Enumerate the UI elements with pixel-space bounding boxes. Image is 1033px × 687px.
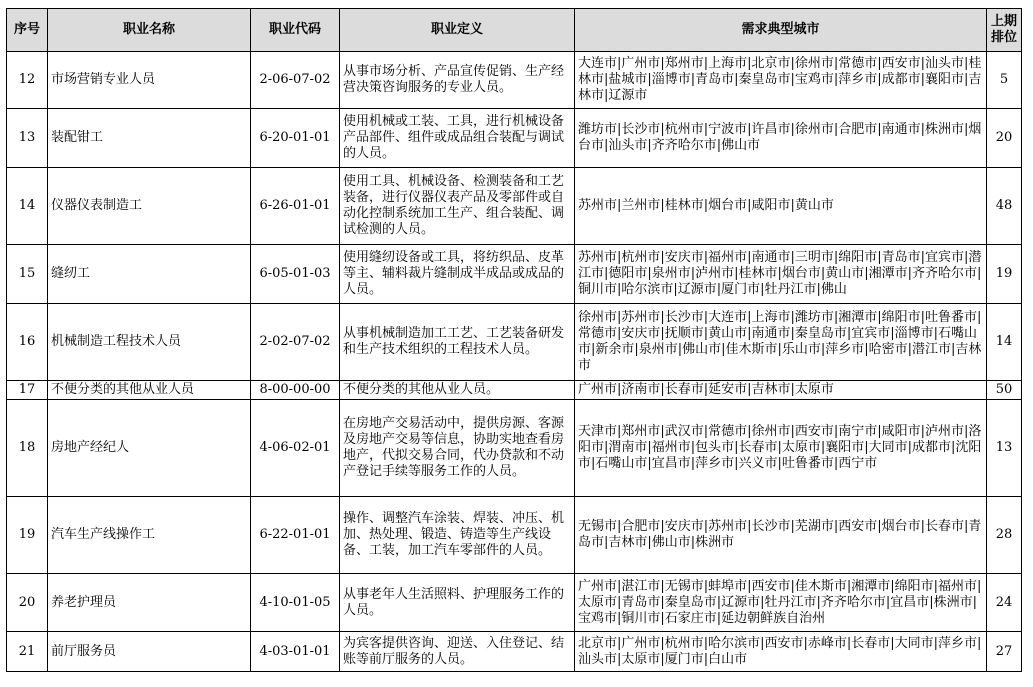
definition-cell: 操作、调整汽车涂装、焊装、冲压、机加、热处理、锻造、铸造等生产线设备、工装，加工汽车零部件的人员。: [340, 497, 575, 574]
definition-cell: 在房地产交易活动中，提供房源、客源及房地产交易等信息，协助实地查看房地产，代拟交易合同，代办贷款和不动产登记手续等服务工作的人员。: [340, 400, 575, 497]
header-name: 职业名称: [48, 9, 251, 52]
occupation-code-cell: 8-00-00-00: [251, 381, 340, 400]
header-seq: 序号: [7, 9, 48, 52]
seq-cell: 14: [7, 168, 48, 245]
occupation-code-cell: 6-22-01-01: [251, 497, 340, 574]
seq-cell: 16: [7, 304, 48, 381]
occupation-code-cell: 2-02-07-02: [251, 304, 340, 381]
occupation-code-cell: 2-06-07-02: [251, 52, 340, 109]
rank-cell: 24: [987, 574, 1022, 632]
rank-cell: 50: [987, 381, 1022, 400]
occupation-name-cell: 房地产经纪人: [48, 400, 251, 497]
seq-cell: 19: [7, 497, 48, 574]
cities-cell: 徐州市|苏州市|长沙市|大连市|上海市|潍坊市|湘潭市|绵阳市|吐鲁番市|常德市|安庆市|抚顺市|黄山市|南通市|秦皇岛市|宜宾市|淄博市|石嘴山市|新余市|泉州市|佛山市|佳木斯市|乐山市|萍乡市|哈密市|潜江市|吉林市: [575, 304, 987, 381]
rank-cell: 14: [987, 304, 1022, 381]
occupation-name-cell: 机械制造工程技术人员: [48, 304, 251, 381]
definition-cell: 为宾客提供咨询、迎送、入住登记、结账等前厅服务的人员。: [340, 632, 575, 672]
occupation-name-cell: 装配钳工: [48, 109, 251, 168]
table-row: [7, 632, 1022, 672]
occupation-code-cell: 6-05-01-03: [251, 245, 340, 304]
rank-cell: 28: [987, 497, 1022, 574]
seq-cell: 20: [7, 574, 48, 632]
rank-cell: 20: [987, 109, 1022, 168]
cities-cell: 潍坊市|长沙市|杭州市|宁波市|许昌市|徐州市|合肥市|南通市|株洲市|烟台市|汕头市|齐齐哈尔市|佛山市: [575, 109, 987, 168]
definition-cell: 从事老年人生活照料、护理服务工作的人员。: [340, 574, 575, 632]
table-row: [7, 400, 1022, 497]
occupation-code-cell: 4-06-02-01: [251, 400, 340, 497]
definition-cell: 从事机械制造加工工艺、工艺装备研发和生产技术组织的工程技术人员。: [340, 304, 575, 381]
cities-cell: 苏州市|杭州市|安庆市|福州市|南通市|三明市|绵阳市|青岛市|宜宾市|潜江市|德阳市|泉州市|泸州市|桂林市|烟台市|黄山市|湘潭市|齐齐哈尔市|铜川市|哈尔滨市|辽源市|厦门市|牡丹江市|佛山: [575, 245, 987, 304]
cities-cell: 广州市|济南市|长春市|延安市|吉林市|太原市: [575, 381, 987, 400]
cities-cell: 大连市|广州市|郑州市|上海市|北京市|徐州市|常德市|西安市|汕头市|桂林市|盐城市|淄博市|青岛市|秦皇岛市|宝鸡市|萍乡市|成都市|襄阳市|吉林市|辽源市: [575, 52, 987, 109]
occupation-demand-table: [6, 8, 1022, 672]
cities-cell: 苏州市|兰州市|桂林市|烟台市|咸阳市|黄山市: [575, 168, 987, 245]
header-row: [7, 9, 1022, 52]
occupation-code-cell: 4-10-01-05: [251, 574, 340, 632]
occupation-name-cell: 不便分类的其他从业人员: [48, 381, 251, 400]
definition-cell: 使用缝纫设备或工具，将纺织品、皮革等主、辅料裁片缝制成半成品或成品的人员。: [340, 245, 575, 304]
definition-cell: 使用机械或工装、工具，进行机械设备产品部件、组件或成品组合装配与调试的人员。: [340, 109, 575, 168]
table-row: [7, 381, 1022, 400]
header-code: 职业代码: [251, 9, 340, 52]
rank-cell: 5: [987, 52, 1022, 109]
occupation-name-cell: 前厅服务员: [48, 632, 251, 672]
occupation-name-cell: 仪器仪表制造工: [48, 168, 251, 245]
occupation-name-cell: 缝纫工: [48, 245, 251, 304]
seq-cell: 18: [7, 400, 48, 497]
rank-cell: 27: [987, 632, 1022, 672]
cities-cell: 广州市|湛江市|无锡市|蚌埠市|西安市|佳木斯市|湘潭市|绵阳市|福州市|太原市|青岛市|秦皇岛市|辽源市|牡丹江市|齐齐哈尔市|宜昌市|株洲市|宝鸡市|铜川市|石家庄市|延边朝鲜族自治州: [575, 574, 987, 632]
table-row: [7, 168, 1022, 245]
header-cities: 需求典型城市: [575, 9, 987, 52]
table-row: [7, 52, 1022, 109]
table-row: [7, 574, 1022, 632]
cities-cell: 天津市|郑州市|武汉市|常德市|徐州市|西安市|南宁市|咸阳市|泸州市|洛阳市|渭南市|福州市|包头市|长春市|太原市|襄阳市|大同市|成都市|沈阳市|石嘴山市|宜昌市|萍乡市|兴义市|吐鲁番市|西宁市: [575, 400, 987, 497]
rank-cell: 19: [987, 245, 1022, 304]
occupation-code-cell: 6-26-01-01: [251, 168, 340, 245]
cities-cell: 无锡市|合肥市|安庆市|苏州市|长沙市|芜湖市|西安市|烟台市|长春市|青岛市|吉林市|佛山市|株洲市: [575, 497, 987, 574]
occupation-name-cell: 养老护理员: [48, 574, 251, 632]
table-row: [7, 245, 1022, 304]
seq-cell: 21: [7, 632, 48, 672]
table-row: [7, 304, 1022, 381]
table-row: [7, 497, 1022, 574]
occupation-code-cell: 6-20-01-01: [251, 109, 340, 168]
rank-cell: 48: [987, 168, 1022, 245]
rank-cell: 13: [987, 400, 1022, 497]
definition-cell: 从事市场分析、产品宣传促销、生产经营决策咨询服务的专业人员。: [340, 52, 575, 109]
definition-cell: 使用工具、机械设备、检测装备和工艺装备，进行仪器仪表产品及零部件或自动化控制系统加工生产、组合装配、调试检测的人员。: [340, 168, 575, 245]
definition-cell: 不便分类的其他从业人员。: [340, 381, 575, 400]
header-definition: 职业定义: [340, 9, 575, 52]
occupation-name-cell: 汽车生产线操作工: [48, 497, 251, 574]
occupation-code-cell: 4-03-01-01: [251, 632, 340, 672]
seq-cell: 13: [7, 109, 48, 168]
seq-cell: 12: [7, 52, 48, 109]
header-rank: 上期排位: [987, 9, 1022, 52]
cities-cell: 北京市|广州市|杭州市|哈尔滨市|西安市|赤峰市|长春市|大同市|萍乡市|汕头市|太原市|厦门市|白山市: [575, 632, 987, 672]
seq-cell: 17: [7, 381, 48, 400]
occupation-name-cell: 市场营销专业人员: [48, 52, 251, 109]
table-row: [7, 109, 1022, 168]
seq-cell: 15: [7, 245, 48, 304]
